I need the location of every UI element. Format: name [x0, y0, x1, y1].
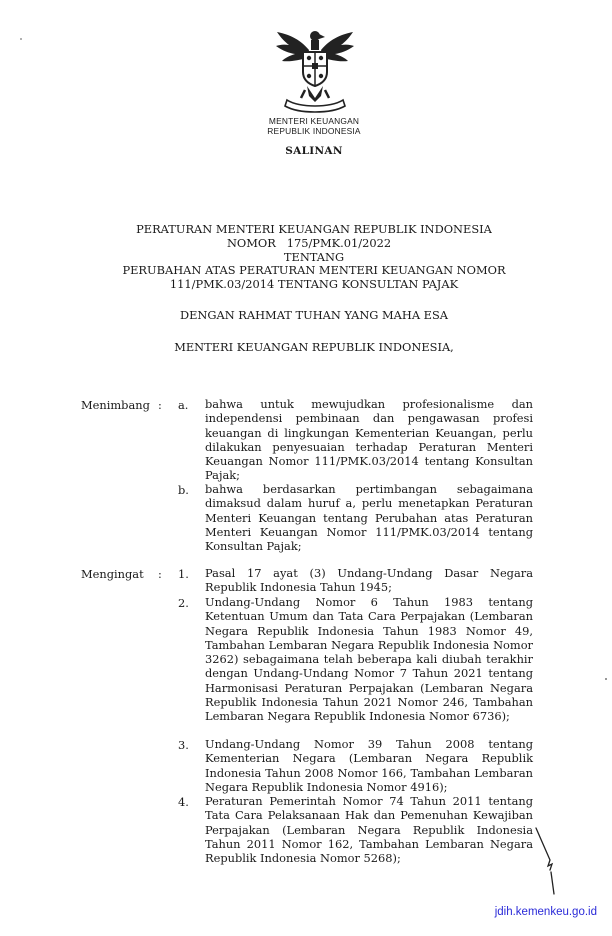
mengingat-label: Mengingat — [81, 567, 144, 581]
mengingat-colon: : — [158, 567, 162, 581]
regulation-subject-line1: PERUBAHAN ATAS PERATURAN MENTERI KEUANGAN NOMOR — [122, 263, 506, 277]
mengingat-marker-3: 3. — [178, 738, 189, 752]
menimbang-item-a: bahwa untuk mewujudkan profesionalisme dan independensi pembinaan dan pengawasan profesi keuangan di lingkungan Kementerian Keuangan, perlu dilakukan penyesuaian terhadap Peraturan Menteri Keuangan Nomor 111/PMK.03/2014 tentang Konsultan Pajak; — [205, 397, 533, 483]
menimbang-label: Menimbang — [81, 398, 150, 412]
nomor-value: 175/PMK.01/2022 — [286, 236, 392, 250]
preamble-rahmat: DENGAN RAHMAT TUHAN YANG MAHA ESA — [179, 308, 449, 322]
issuer-country: REPUBLIK INDONESIA — [267, 126, 361, 136]
stray-mark — [20, 38, 22, 40]
copy-mark: SALINAN — [285, 145, 343, 157]
regulation-subject-line2: 111/PMK.03/2014 TENTANG KONSULTAN PAJAK — [169, 277, 459, 291]
stray-mark — [605, 678, 607, 680]
regulation-number — [3, 236, 612, 250]
menimbang-marker-b: b. — [178, 483, 189, 497]
mengingat-marker-1: 1. — [178, 567, 189, 581]
menimbang-item-b: bahwa berdasarkan pertimbangan sebagaimana dimaksud dalam huruf a, perlu menetapkan Peraturan Menteri Keuangan tentang Perubahan atas Peraturan Menteri Keuangan Nomor 111/PMK.03/2014 tentang Konsultan Pajak; — [205, 482, 533, 554]
preamble-menteri: MENTERI KEUANGAN REPUBLIK INDONESIA, — [174, 340, 454, 354]
menimbang-marker-a: a. — [178, 398, 189, 412]
issuer-name: MENTERI KEUANGAN — [268, 116, 360, 126]
mengingat-item-3: Undang-Undang Nomor 39 Tahun 2008 tentang Kementerian Negara (Lembaran Negara Republik Indonesia Tahun 2008 Nomor 166, Tambahan Lembaran Negara Republik Indonesia Nomor 4916); — [205, 737, 533, 794]
jdih-link[interactable]: jdih.kemenkeu.go.id — [494, 906, 597, 918]
mengingat-marker-2: 2. — [178, 596, 189, 610]
menimbang-colon: : — [158, 398, 162, 412]
paraf-mark-icon — [532, 826, 562, 896]
nomor-label: NOMOR — [226, 236, 276, 250]
mengingat-marker-4: 4. — [178, 795, 189, 809]
mengingat-item-1: Pasal 17 ayat (3) Undang-Undang Dasar Negara Republik Indonesia Tahun 1945; — [205, 566, 533, 595]
tentang-heading: TENTANG — [283, 250, 345, 264]
mengingat-item-2: Undang-Undang Nomor 6 Tahun 1983 tentang Ketentuan Umum dan Tata Cara Perpajakan (Lembaran Negara Republik Indonesia Tahun 1983 Nomor 49, Tambahan Lembaran Negara Republik Indonesia Nomor 3262) sebagaimana telah beberapa kali diubah terakhir dengan Undang-Undang Nomor 7 Tahun 2021 tentang Harmonisasi Peraturan Perpajakan (Lembaran Negara Republik Indonesia Tahun 2021 Nomor 246, Tambahan Lembaran Negara Republik Indonesia Nomor 6736); — [205, 595, 533, 724]
mengingat-item-4: Peraturan Pemerintah Nomor 74 Tahun 2011 tentang Tata Cara Pelaksanaan Hak dan Pemenuhan Kewajiban Perpajakan (Lembaran Negara Republik Indonesia Tahun 2011 Nomor 162, Tambahan Lembaran Negara Republik Indonesia Nomor 5268); — [205, 794, 533, 866]
garuda-emblem-icon — [275, 28, 355, 114]
regulation-title: PERATURAN MENTERI KEUANGAN REPUBLIK INDONESIA — [136, 222, 492, 236]
